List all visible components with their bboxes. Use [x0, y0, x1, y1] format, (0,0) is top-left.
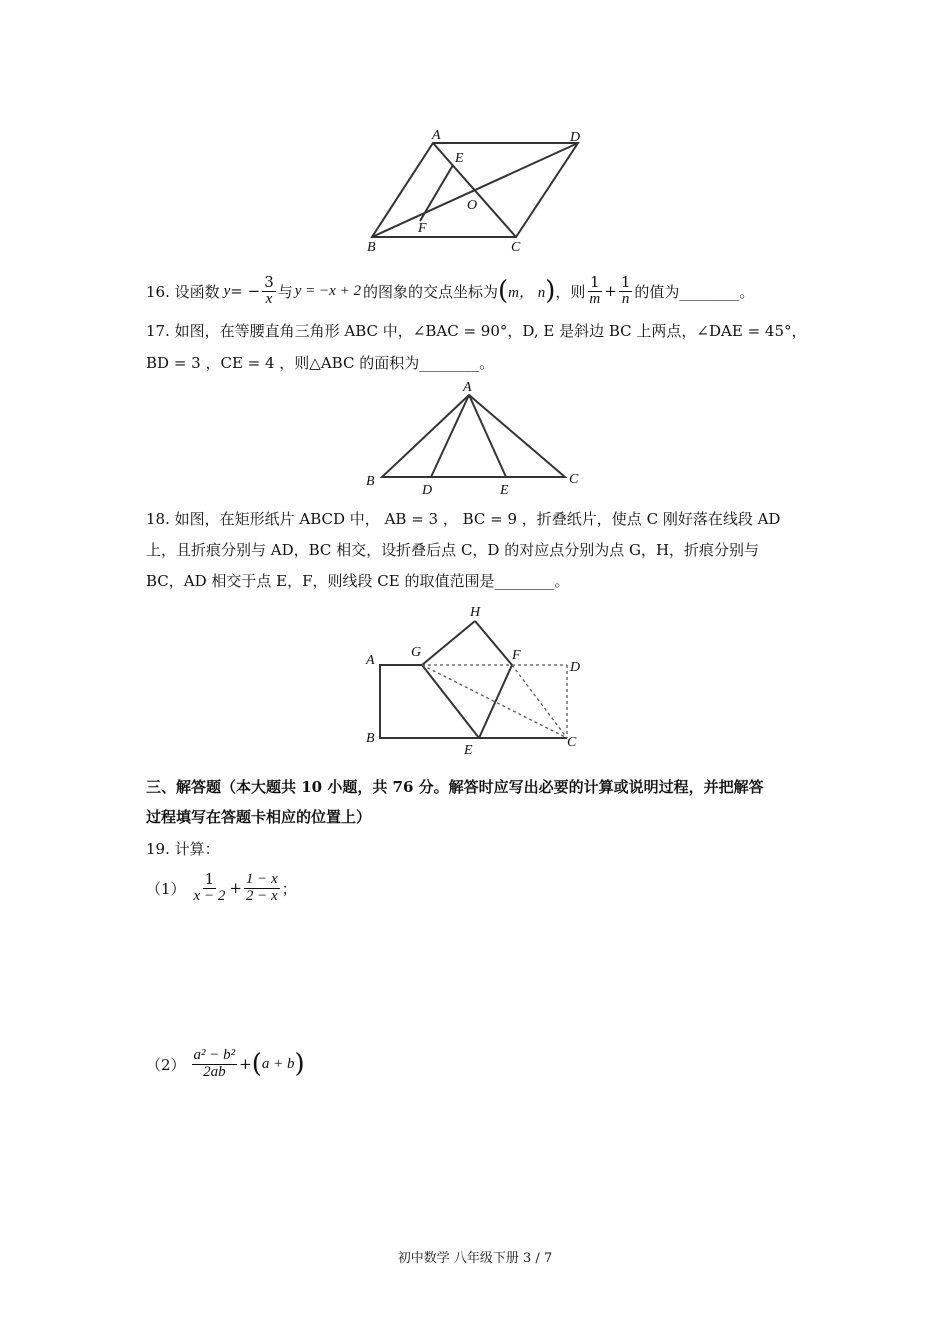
- q19-title: 19. 计算：: [146, 840, 220, 858]
- q19-p1-end: ；: [281, 879, 297, 898]
- q16-mid: 的图象的交点坐标为: [362, 282, 498, 301]
- fig15-label-F: F: [418, 221, 427, 236]
- fig18-label-E: E: [464, 743, 473, 758]
- q19-p2-paren-close: ): [294, 1049, 305, 1079]
- q19-p2-paren-open: (: [251, 1049, 262, 1079]
- fig17-label-B: B: [366, 474, 375, 489]
- parallelogram-figure: [360, 120, 600, 260]
- q16-suffix: 的值为________。: [634, 282, 755, 301]
- q19-p2-fraction: [192, 1048, 238, 1081]
- fig17-label-C: C: [569, 472, 579, 487]
- q16-r1-den: m: [589, 290, 601, 307]
- fig15-label-B: B: [367, 240, 376, 255]
- q16-coord: m， n: [508, 284, 546, 301]
- q16-r2-den: n: [621, 290, 630, 307]
- section3-heading-line2: 过程填写在答题卡相应的位置上）: [146, 808, 372, 826]
- fig18-label-B: B: [366, 731, 375, 746]
- q18-line2: 上，且折痕分别与 AD，BC 相交，设折叠后点 C，D 的对应点分别为点 G，H，折痕分别与: [146, 541, 760, 559]
- q16-plus: +: [604, 282, 617, 300]
- q19-p1-b-den: 2 − x: [245, 887, 278, 904]
- page-footer: 初中数学 八年级下册 3 / 7: [397, 1251, 553, 1266]
- q16-paren-close: ): [545, 276, 556, 306]
- q19-p1-b-num: 1 − x: [245, 870, 278, 887]
- triangle-figure: [360, 380, 590, 500]
- q17-line2: BD = 3 ，CE = 4 ，则△ABC 的面积为________。: [146, 354, 495, 372]
- q16-paren-open: (: [497, 276, 509, 306]
- fig15-label-D: D: [570, 130, 581, 145]
- fig18-label-D: D: [570, 660, 581, 675]
- q16-r2-fraction: [619, 272, 633, 308]
- fig17-label-D: D: [422, 483, 433, 498]
- q19-p2-op: +: [239, 1055, 252, 1073]
- section3-heading-line1: 三、解答题（本大题共 10 小题，共 76 分。解答时应写出必要的计算或说明过程，并把解答: [146, 778, 764, 796]
- q19-part2-label: （2）: [146, 1055, 186, 1074]
- fig15-label-E: E: [455, 151, 464, 166]
- q16-f1-eq: = −: [230, 282, 261, 300]
- q19-part1-label: （1）: [146, 879, 186, 898]
- question-16: [146, 270, 754, 312]
- q16-f1-fraction: [262, 272, 276, 308]
- fig17-label-E: E: [500, 483, 509, 498]
- q16-r1-num: 1: [590, 272, 600, 291]
- q19-p2-num: a² − b²: [193, 1046, 236, 1063]
- q19-p1-a-num: 1: [204, 869, 215, 888]
- q16-and: 与: [277, 282, 293, 301]
- folded-rectangle-figure: [355, 598, 595, 758]
- q19-part1: [146, 866, 297, 910]
- fig18-label-G: G: [411, 645, 422, 660]
- fig17-label-A: A: [463, 380, 472, 395]
- q16-prefix: 16. 设函数: [146, 282, 220, 301]
- q19-part2: [146, 1042, 305, 1086]
- q16-r1-fraction: [587, 272, 602, 308]
- fig18-label-H: H: [470, 605, 481, 620]
- q18-line1: 18. 如图，在矩形纸片 ABCD 中， AB = 3 ， BC = 9 ，折叠纸片，使点 C 刚好落在线段 AD: [146, 510, 781, 528]
- q16-then: ，则: [555, 282, 586, 301]
- q19-p1-fraction-a: [192, 869, 228, 905]
- q19-p1-fraction-b: [244, 872, 280, 905]
- q16-f2: y = −x + 2: [294, 282, 361, 299]
- q19-p2-paren-content: a + b: [261, 1055, 295, 1072]
- q18-line3: BC，AD 相交于点 E，F，则线段 CE 的取值范围是________。: [146, 572, 570, 590]
- q19-p1-a-den: x − 2: [193, 887, 226, 904]
- fig15-label-O: O: [467, 198, 478, 213]
- fig15-label-A: A: [432, 128, 441, 143]
- q17-line1: 17. 如图，在等腰直角三角形 ABC 中，∠BAC = 90°，D, E 是斜边 BC 上两点，∠DAE = 45°，: [146, 322, 807, 340]
- q16-r2-num: 1: [620, 272, 631, 291]
- fig18-label-A: A: [366, 653, 375, 668]
- fig15-label-C: C: [511, 240, 521, 255]
- q16-f1-num: 3: [264, 272, 274, 291]
- q16-f1-den: x: [265, 290, 273, 307]
- fig18-label-F: F: [512, 648, 521, 663]
- q19-p1-plus: +: [229, 879, 242, 897]
- q16-f1-y: y: [223, 282, 231, 299]
- fig18-label-C: C: [567, 735, 577, 750]
- q19-p2-den: 2ab: [203, 1063, 226, 1080]
